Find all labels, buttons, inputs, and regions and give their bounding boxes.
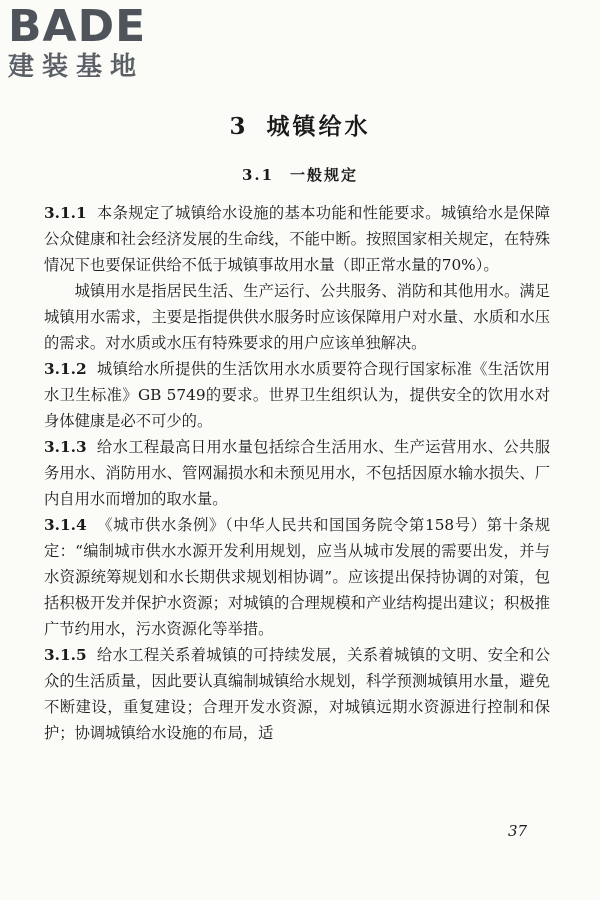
clause-number: 3.1.1 xyxy=(44,204,87,222)
paragraph-text: 《城市供水条例》（中华人民共和国国务院令第158号）第十条规定：“编制城市供水水源开发利用规划，应当从城市发展的需要出发，并与水资源统筹规划和水长期供求规划相协调”。应该提出保持协调的对策，包括积极开发并保护水资源；对城镇的合理规模和产业结构提出建议；积极推广节约用水，污水资源化等举措。 xyxy=(44,516,550,638)
paragraph-3-1-1 xyxy=(44,200,550,278)
chapter-title xyxy=(0,108,600,141)
clause-number: 3.1.4 xyxy=(44,516,87,534)
paragraph-3-1-3 xyxy=(44,434,550,512)
section-title xyxy=(0,164,600,185)
clause-number: 3.1.5 xyxy=(44,646,87,664)
paragraph-text: 城镇给水所提供的生活饮用水水质要符合现行国家标准《生活饮用水卫生标准》GB 5749的要求。世界卫生组织认为，提供安全的饮用水对身体健康是必不可少的。 xyxy=(44,360,550,430)
clause-number: 3.1.2 xyxy=(44,360,87,378)
body-text xyxy=(44,200,550,746)
chapter-number: 3 xyxy=(229,113,249,140)
section-name: 一般规定 xyxy=(290,166,359,184)
logo-wordmark: BADE xyxy=(8,1,147,52)
page-number: 37 xyxy=(508,822,528,840)
chapter-name: 城镇给水 xyxy=(266,113,371,140)
paragraph-3-1-4 xyxy=(44,512,550,642)
paragraph-3-1-5 xyxy=(44,642,550,746)
logo-subtitle: 建装基地 xyxy=(8,52,145,82)
paragraph-text: 本条规定了城镇给水设施的基本功能和性能要求。城镇给水是保障公众健康和社会经济发展的生命线，不能中断。按照国家相关规定，在特殊情况下也要保证供给不低于城镇事故用水量（即正常水量的70%）。 xyxy=(44,204,550,274)
section-number: 3.1 xyxy=(241,166,275,184)
paragraph-text: 给水工程关系着城镇的可持续发展，关系着城镇的文明、安全和公众的生活质量，因此要认真编制城镇给水规划，科学预测城镇用水量，避免不断建设，重复建设；合理开发水资源，对城镇远期水资源进行控制和保护；协调城镇给水设施的布局，适 xyxy=(44,646,550,742)
clause-number: 3.1.3 xyxy=(44,438,87,456)
paragraph-3-1-2 xyxy=(44,356,550,434)
paragraph-text: 城镇用水是指居民生活、生产运行、公共服务、消防和其他用水。满足城镇用水需求，主要是指提供供水服务时应该保障用户对水量、水质和水压的需求。对水质或水压有特殊要求的用户应该单独解决。 xyxy=(44,282,550,352)
paragraph-3-1-1-cont xyxy=(44,278,550,356)
paragraph-text: 给水工程最高日用水量包括综合生活用水、生产运营用水、公共服务用水、消防用水、管网漏损水和未预见用水，不包括因原水输水损失、厂内自用水而增加的取水量。 xyxy=(44,438,550,508)
logo xyxy=(8,1,183,82)
